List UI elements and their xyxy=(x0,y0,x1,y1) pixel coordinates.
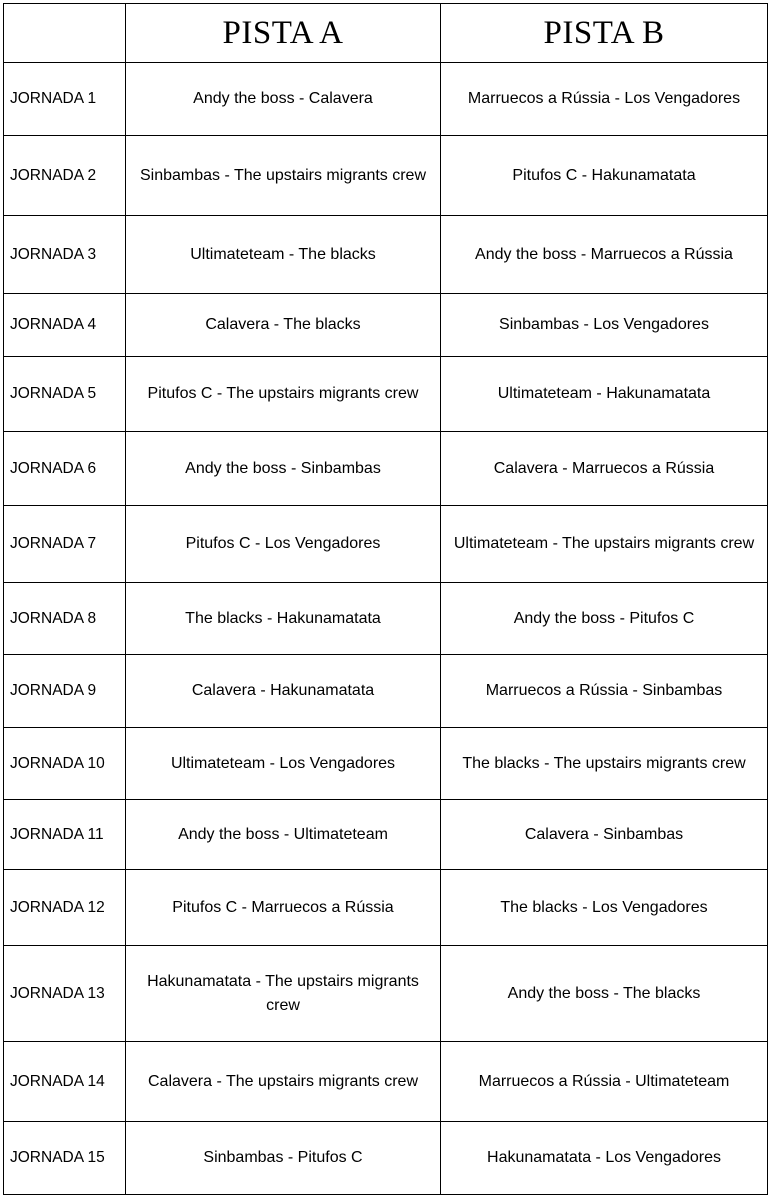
round-label: JORNADA 8 xyxy=(4,583,126,655)
round-label: JORNADA 6 xyxy=(4,432,126,506)
court-a-match: The blacks - Hakunamatata xyxy=(126,583,441,655)
court-b-match: Ultimateteam - The upstairs migrants crew xyxy=(441,506,768,583)
court-a-match: Pitufos C - Los Vengadores xyxy=(126,506,441,583)
table-row xyxy=(4,728,768,800)
round-label: JORNADA 1 xyxy=(4,63,126,136)
court-a-match: Sinbambas - Pitufos C xyxy=(126,1122,441,1195)
court-a-match: Calavera - Hakunamatata xyxy=(126,655,441,728)
round-label: JORNADA 13 xyxy=(4,946,126,1042)
round-label: JORNADA 15 xyxy=(4,1122,126,1195)
court-a-match: Calavera - The blacks xyxy=(126,294,441,357)
header-row xyxy=(4,4,768,63)
table-row xyxy=(4,870,768,946)
table-row xyxy=(4,583,768,655)
table-row xyxy=(4,1122,768,1195)
court-b-header: PISTA B xyxy=(441,4,768,63)
round-label: JORNADA 3 xyxy=(4,216,126,294)
court-b-match: Pitufos C - Hakunamatata xyxy=(441,136,768,216)
round-label: JORNADA 14 xyxy=(4,1042,126,1122)
court-b-match: The blacks - Los Vengadores xyxy=(441,870,768,946)
court-b-match: Marruecos a Rússia - Ultimateteam xyxy=(441,1042,768,1122)
court-a-match: Andy the boss - Sinbambas xyxy=(126,432,441,506)
table-row xyxy=(4,506,768,583)
court-a-match: Ultimateteam - The blacks xyxy=(126,216,441,294)
round-label: JORNADA 2 xyxy=(4,136,126,216)
round-label: JORNADA 7 xyxy=(4,506,126,583)
court-b-match: Hakunamatata - Los Vengadores xyxy=(441,1122,768,1195)
court-a-match: Calavera - The upstairs migrants crew xyxy=(126,1042,441,1122)
table-row xyxy=(4,432,768,506)
court-b-match: Sinbambas - Los Vengadores xyxy=(441,294,768,357)
court-b-match: Andy the boss - The blacks xyxy=(441,946,768,1042)
table-row xyxy=(4,800,768,870)
court-b-match: Marruecos a Rússia - Los Vengadores xyxy=(441,63,768,136)
court-b-match: Ultimateteam - Hakunamatata xyxy=(441,357,768,432)
court-a-match: Hakunamatata - The upstairs migrants crew xyxy=(126,946,441,1042)
court-a-match: Andy the boss - Ultimateteam xyxy=(126,800,441,870)
round-label: JORNADA 11 xyxy=(4,800,126,870)
corner-cell xyxy=(4,4,126,63)
table-row xyxy=(4,946,768,1042)
round-label: JORNADA 12 xyxy=(4,870,126,946)
round-label: JORNADA 9 xyxy=(4,655,126,728)
court-a-match: Andy the boss - Calavera xyxy=(126,63,441,136)
schedule-table xyxy=(3,3,768,1195)
court-b-match: Calavera - Marruecos a Rússia xyxy=(441,432,768,506)
court-b-match: The blacks - The upstairs migrants crew xyxy=(441,728,768,800)
court-a-match: Sinbambas - The upstairs migrants crew xyxy=(126,136,441,216)
court-a-match: Ultimateteam - Los Vengadores xyxy=(126,728,441,800)
table-row xyxy=(4,1042,768,1122)
court-a-match: Pitufos C - Marruecos a Rússia xyxy=(126,870,441,946)
court-a-match: Pitufos C - The upstairs migrants crew xyxy=(126,357,441,432)
table-row xyxy=(4,357,768,432)
table-row xyxy=(4,63,768,136)
table-row xyxy=(4,655,768,728)
table-row xyxy=(4,216,768,294)
court-b-match: Calavera - Sinbambas xyxy=(441,800,768,870)
round-label: JORNADA 10 xyxy=(4,728,126,800)
court-a-header: PISTA A xyxy=(126,4,441,63)
court-b-match: Marruecos a Rússia - Sinbambas xyxy=(441,655,768,728)
table-row xyxy=(4,136,768,216)
court-b-match: Andy the boss - Marruecos a Rússia xyxy=(441,216,768,294)
court-b-match: Andy the boss - Pitufos C xyxy=(441,583,768,655)
round-label: JORNADA 4 xyxy=(4,294,126,357)
round-label: JORNADA 5 xyxy=(4,357,126,432)
table-row xyxy=(4,294,768,357)
